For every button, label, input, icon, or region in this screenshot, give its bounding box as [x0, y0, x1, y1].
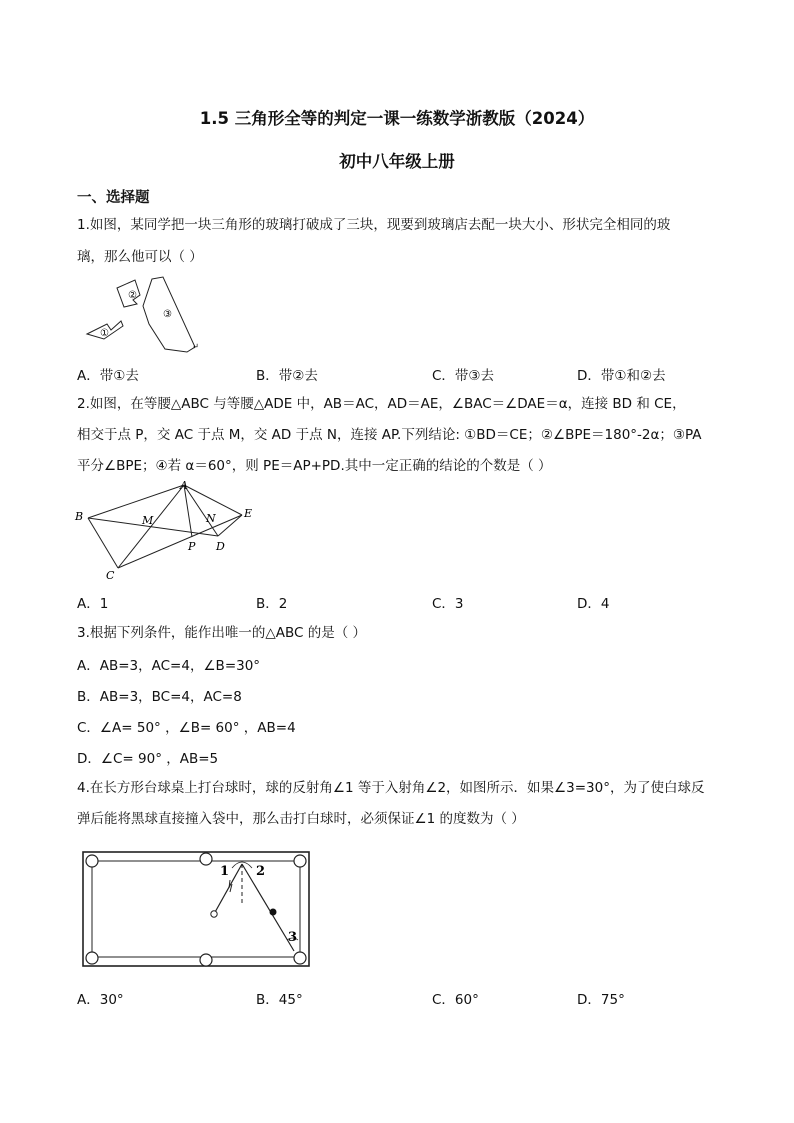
q1-option-c[interactable]: C．带③去 [432, 368, 495, 384]
pocket-bottom-right [294, 952, 306, 964]
q1-stem-line2: 璃，那么他可以（ ） [77, 249, 203, 265]
q4-option-d[interactable]: D．75° [577, 992, 625, 1008]
pocket-top-middle [200, 853, 212, 865]
point-d-label: D [216, 540, 225, 553]
q2-stem-line3: 平分∠BPE；④若 α＝60°，则 PE＝AP+PD.其中一定正确的结论的个数是（ ） [77, 458, 552, 474]
q3-option-b[interactable]: B．AB=3，BC=4，AC=8 [77, 689, 242, 705]
q4-stem-line1: 4.在长方形台球桌上打台球时，球的反射角∠1 等于入射角∠2，如图所示．如果∠3=30°，为了使白球反 [77, 780, 705, 796]
page-subtitle: 初中八年级上册 [339, 152, 455, 171]
q2-option-a[interactable]: A．1 [77, 596, 109, 612]
q1-option-b[interactable]: B．带②去 [256, 368, 318, 384]
section-heading: 一、选择题 [77, 190, 150, 206]
piece-1-label: ① [100, 328, 109, 339]
q3-stem: 3.根据下列条件，能作出唯一的△ABC 的是（ ） [77, 625, 367, 641]
q4-option-c[interactable]: C．60° [432, 992, 479, 1008]
angle-1-label: 1 [220, 864, 230, 879]
angle-2-label: 2 [256, 864, 266, 879]
return-mark-glyph: ↵ [192, 342, 199, 351]
angle-3-label: 3 [288, 930, 298, 945]
white-ball [211, 911, 217, 917]
black-ball [270, 909, 277, 916]
q3-option-d[interactable]: D．∠C= 90° ，AB=5 [77, 751, 219, 767]
q2-stem-line2: 相交于点 P，交 AC 于点 M，交 AD 于点 N，连接 AP.下列结论: ①BD＝CE；②∠BPE＝180°-2α；③PA [77, 427, 702, 443]
point-m-label: M [142, 514, 154, 527]
q2-option-b[interactable]: B．2 [256, 596, 288, 612]
point-n-label: N [206, 512, 216, 525]
point-a-label: A [180, 479, 188, 492]
q4-option-b[interactable]: B．45° [256, 992, 303, 1008]
q1-stem-line1: 1.如图，某同学把一块三角形的玻璃打破成了三块，现要到玻璃店去配一块大小、形状完全相同的玻 [77, 217, 671, 233]
q4-option-a[interactable]: A．30° [77, 992, 124, 1008]
q3-option-c[interactable]: C．∠A= 50° ，∠B= 60° ，AB=4 [77, 720, 296, 736]
point-b-label: B [75, 510, 84, 523]
pocket-bottom-left [86, 952, 98, 964]
piece-2-label: ② [128, 290, 137, 301]
q4-billiard-table-figure [80, 848, 316, 972]
point-c-label: C [106, 569, 115, 582]
q1-option-a[interactable]: A．带①去 [77, 368, 139, 384]
q1-option-d[interactable]: D．带①和②去 [577, 368, 666, 384]
q3-option-a[interactable]: A．AB=3，AC=4，∠B=30° [77, 658, 261, 674]
q2-isosceles-triangles-figure [70, 478, 265, 583]
pocket-top-left [86, 855, 98, 867]
pocket-top-right [294, 855, 306, 867]
pocket-bottom-middle [200, 954, 212, 966]
point-p-label: P [188, 540, 196, 553]
q2-option-d[interactable]: D．4 [577, 596, 610, 612]
q2-stem-line1: 2.如图，在等腰△ABC 与等腰△ADE 中，AB＝AC，AD＝AE，∠BAC＝∠DAE＝α，连接 BD 和 CE， [77, 396, 686, 412]
q4-stem-line2: 弹后能将黑球直接撞入袋中，那么击打白球时，必须保证∠1 的度数为（ ） [77, 811, 525, 827]
q1-broken-glass-figure [77, 274, 207, 354]
page-title: 1.5 三角形全等的判定一课一练数学浙教版（2024） [199, 109, 595, 128]
q2-option-c[interactable]: C．3 [432, 596, 464, 612]
point-e-label: E [244, 507, 253, 520]
piece-3-label: ③ [163, 309, 172, 320]
